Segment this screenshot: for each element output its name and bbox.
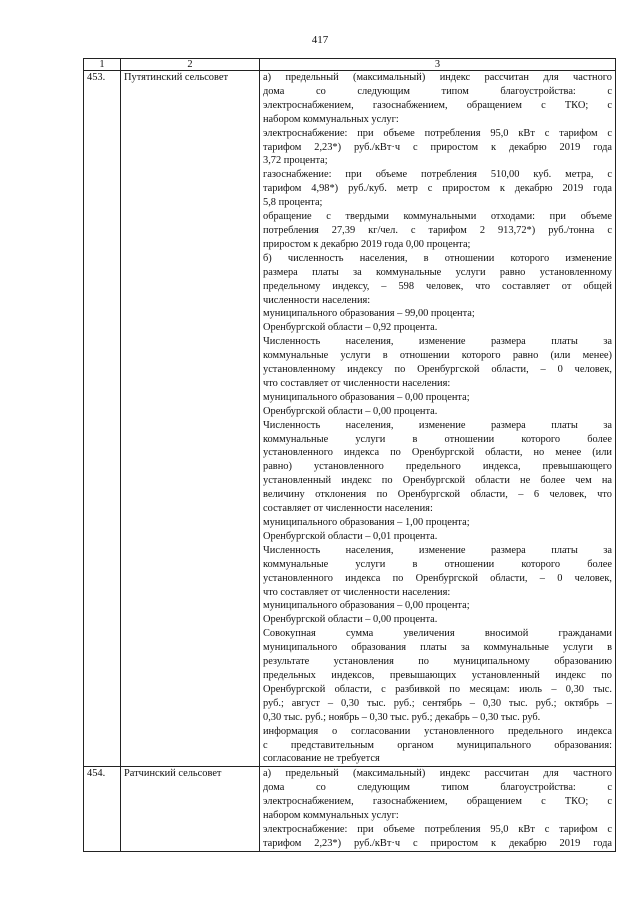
text-line: размера платы за коммунальные услуги равно установленному [263,266,612,278]
header-col-3: 3 [260,59,616,71]
text-line: согласование не требуется [263,753,380,765]
text-line: муниципального образования платы за коммунальные услуги в [263,642,612,654]
text-line: муниципального образования – 0,00 процента; [263,391,470,403]
text-line: приростом к декабрю 2019 года 0,00 процента; [263,238,471,250]
text-line: с представительным органом муниципального образования: [263,739,612,751]
text-line: дома со следующим типом благоустройства: с [263,85,612,97]
header-col-1: 1 [84,59,121,71]
text-line: Оренбургской области – 0,92 процента. [263,322,438,334]
text-line: набором коммунальных услуг: [263,810,399,822]
text-line: результате установления по муниципальному образованию [263,656,612,668]
text-line: электроснабжением, газоснабжением, обращением с ТКО; с [263,99,612,111]
text-line: Оренбургской области – 0,01 процента. [263,530,438,542]
text-line: а) предельный (максимальный) индекс рассчитан для частного [263,768,612,780]
text-line: а) предельный (максимальный) индекс рассчитан для частного [263,72,612,83]
text-line: электроснабжение: при объеме потребления 95,0 кВт с тарифом с [263,127,612,139]
text-line: установленного индекса по Оренбургской области, но менее (или [263,447,612,459]
index-table [83,58,616,852]
text-line: Совокупная сумма увеличения вносимой гражданами [263,628,612,640]
text-line: 3,72 процента; [263,155,328,167]
text-line: что составляет от численности населения: [263,377,451,389]
text-line: Численность населения, изменение размера платы за [263,419,612,431]
text-line: коммунальные услуги в отношении которого равно (или менее) [263,350,612,362]
municipality-name: Путятинский сельсовет [121,71,260,767]
text-line: равно) установленного предельного индекса, превышающего [263,461,612,473]
text-line: Численность населения, изменение размера платы за [263,544,612,556]
header-col-2: 2 [121,59,260,71]
text-line: численности населения: [263,294,371,306]
text-line: 0,30 тыс. руб.; ноябрь – 0,30 тыс. руб.; декабрь – 0,30 тыс. руб. [263,711,541,723]
text-line: муниципального образования – 99,00 процента; [263,308,475,320]
text-line: электроснабжение: при объеме потребления 95,0 кВт с тарифом с [263,823,612,835]
table-header-row [84,59,616,71]
text-line: тарифом 2,23*) руб./кВт·ч с приростом к декабрю 2019 года [263,837,612,849]
text-line: газоснабжение: при объеме потребления 510,00 куб. метра, с [263,169,612,181]
text-line: предельных индексов, превышающих установленный индекс по [263,669,612,681]
text-line: Оренбургской области – 0,00 процента. [263,405,438,417]
municipality-name: Ратчинский сельсовет [121,767,260,851]
text-line: Оренбургской области – 0,00 процента. [263,614,438,626]
text-line: руб.; август – 0,30 тыс. руб.; сентябрь – 0,30 тыс. руб.; октябрь – [263,697,612,709]
text-line: муниципального образования – 1,00 процента; [263,517,470,528]
row-number: 454. [84,767,121,851]
row-description [260,767,616,851]
text-line: дома со следующим типом благоустройства: с [263,782,612,794]
table-row [84,71,616,767]
page-number: 417 [311,34,329,46]
text-line: 5,8 процента; [263,197,323,209]
text-line: коммунальные услуги в отношении которого более [263,558,612,570]
text-line: тарифом 2,23*) руб./кВт·ч с приростом к декабрю 2019 года [263,141,612,153]
text-line: набором коммунальных услуг: [263,113,399,125]
text-line: величину отклонения по Оренбургской области, – 6 человек, что [263,489,612,501]
text-line: информация о согласовании установленного предельного индекса [263,725,612,737]
text-line: тарифом 4,98*) руб./куб. метр с приростом к декабрю 2019 года [263,183,612,195]
text-line: потребления 27,39 кг/чел. с тарифом 2 913,72*) руб./тонна с [263,224,612,236]
text-line: электроснабжением, газоснабжением, обращением с ТКО; с [263,796,612,808]
text-line: коммунальные услуги в отношении которого более [263,433,612,445]
text-line: установленный индекс по Оренбургской области не более чем на [263,475,612,487]
table-row [84,767,616,851]
text-line: установленного индекса по Оренбургской области, – 0 человек, [263,572,612,584]
text-line: обращение с твердыми коммунальными отходами: при объеме [263,211,612,223]
text-line: муниципального образования – 0,00 процента; [263,600,470,612]
row-number: 453. [84,71,121,767]
text-line: предельному индексу, – 598 человек, что составляет от общей [263,280,612,292]
text-line: Численность населения, изменение размера платы за [263,336,612,348]
text-line: Оренбургской области, с разбивкой по месяцам: июль – 0,30 тыс. [263,683,612,695]
text-line: что составляет от численности населения: [263,586,451,598]
text-line: установленному индексу по Оренбургской области, – 0 человек, [263,364,612,376]
text-line: б) численность населения, в отношении которого изменение [263,252,612,264]
row-description [260,71,616,767]
text-line: составляет от численности населения: [263,503,433,515]
